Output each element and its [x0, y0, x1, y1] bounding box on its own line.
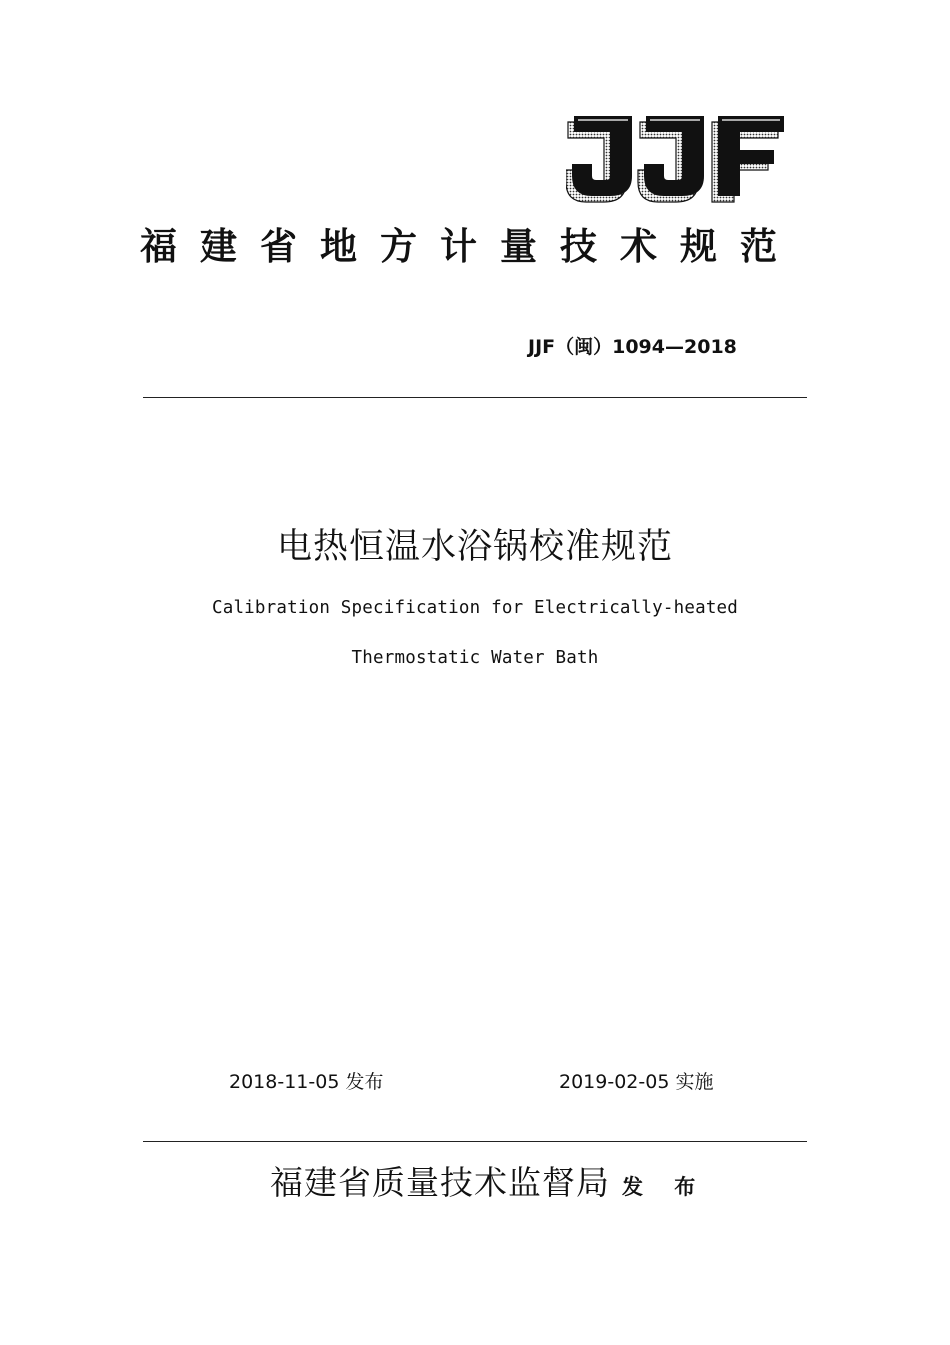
- title-english-line2: Thermostatic Water Bath: [351, 648, 599, 668]
- title-chinese: 电热恒温水浴锅校准规范: [276, 527, 673, 567]
- bottom-divider: [143, 1141, 807, 1142]
- issuer: [270, 1158, 707, 1208]
- title-english-line1: Calibration Specification for Electrically-heated: [211, 598, 739, 618]
- jjf-logo-graphic: [566, 112, 790, 204]
- standard-category: 福建省地方计量技术规范: [140, 224, 800, 268]
- implementation-date: 2019-02-05 实施: [559, 1071, 714, 1093]
- standard-code: JJF（闽）1094—2018: [528, 336, 737, 358]
- issue-date: 2018-11-05 发布: [229, 1071, 384, 1093]
- jjf-logo: [566, 112, 790, 204]
- issuer-verb: 发 布: [622, 1175, 708, 1199]
- issuer-name: 福建省质量技术监督局: [270, 1163, 610, 1202]
- top-divider: [143, 397, 807, 398]
